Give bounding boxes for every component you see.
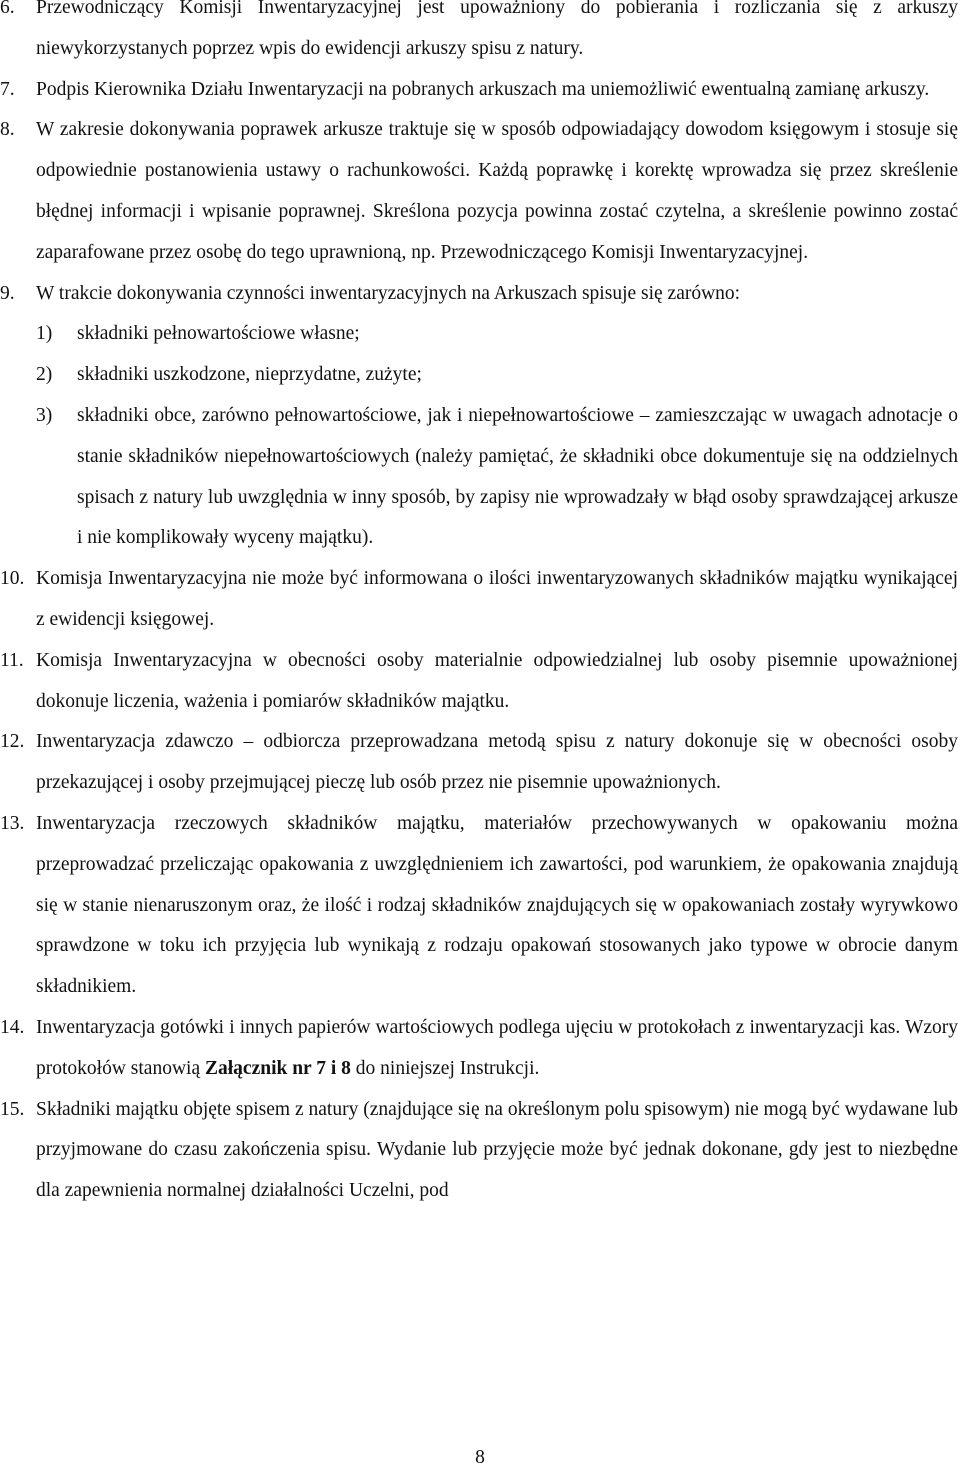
list-item-text: Komisja Inwentaryzacyjna nie może być informowana o ilości inwentaryzowanych składników majątku wynikającej z ewidencji księgowej. bbox=[36, 568, 958, 630]
list-item-text: Przewodniczący Komisji Inwentaryzacyjnej jest upoważniony do pobierania i rozliczania się z arkuszy niewykorzystanych poprzez wpis do ewidencji arkuszy spisu z natury. bbox=[36, 0, 958, 59]
list-item-12 bbox=[0, 722, 958, 804]
sublist-item-1 bbox=[0, 314, 958, 355]
list-item-number: 11. bbox=[0, 649, 24, 671]
list-item-number: 7. bbox=[0, 78, 15, 100]
list-item-text bbox=[36, 1008, 958, 1090]
list-item-number: 6. bbox=[0, 0, 15, 18]
list-item-text: Komisja Inwentaryzacyjna w obecności osoby materialnie odpowiedzialnej lub osoby pisemnie upoważnionej dokonuje liczenia, ważenia i pomiarów składników majątku. bbox=[36, 649, 958, 712]
list-item-number: 9. bbox=[0, 282, 15, 304]
list-item-14 bbox=[0, 1008, 958, 1090]
list-item-10 bbox=[0, 559, 958, 641]
list-item-number: 13. bbox=[0, 812, 25, 834]
sublist-item-number: 1) bbox=[36, 323, 53, 345]
sublist-item-3 bbox=[0, 396, 958, 559]
sublist-item-number: 3) bbox=[36, 404, 53, 426]
list-item-number: 12. bbox=[0, 731, 25, 753]
attachment-reference: Załącznik nr 7 i 8 bbox=[204, 1057, 351, 1079]
page-number: 8 bbox=[475, 1447, 485, 1468]
list-item-text-before: Inwentaryzacja gotówki i innych papierów wartościowych podlega ujęciu w protokołach z inwentaryzacji kas. Wzory protokołów stanowią bbox=[36, 1016, 958, 1079]
list-item-text: Składniki majątku objęte spisem z natury (znajdujące się na określonym polu spisowym) nie mogą być wydawane lub przyjmowane do czasu zakończenia spisu. Wydanie lub przyjęcie może być jednak dokonane, gdy jest to niezbędne dla zapewnienia normalnej działalności Uczelni, pod bbox=[36, 1098, 958, 1202]
list-item-number: 8. bbox=[0, 119, 15, 141]
sublist-item-number: 2) bbox=[36, 364, 53, 386]
sublist-item-2 bbox=[0, 355, 958, 396]
list-item-13 bbox=[0, 804, 958, 1008]
list-item-text: Inwentaryzacja zdawczo – odbiorcza przeprowadzana metodą spisu z natury dokonuje się w obecności osoby przekazującej i osoby przejmującej pieczę lub osób przez nie pisemnie upoważnionych. bbox=[36, 731, 958, 794]
sublist-item-text: składniki pełnowartościowe własne; bbox=[77, 323, 360, 345]
list-item-text: Inwentaryzacja rzeczowych składników majątku, materiałów przechowywanych w opakowaniu można przeprowadzać przeliczając opakowania z uwzględnieniem ich zawartości, pod warunkiem, że opakowania znajdują się w stanie nienaruszonym oraz, że ilość i rodzaj składników znajdujących się w opakowaniach zostały wyrywkowo sprawdzone w toku ich przyjęcia lub wynikają z rodzaju opakowań stosowanych jako typowe w obrocie danym składnikiem. bbox=[36, 812, 958, 998]
list-item-number: 14. bbox=[0, 1016, 25, 1038]
list-item-9 bbox=[0, 274, 958, 315]
list-item-text: W trakcie dokonywania czynności inwentaryzacyjnych na Arkuszach spisuje się zarówno: bbox=[36, 282, 741, 304]
list-item-text: W zakresie dokonywania poprawek arkusze traktuje się w sposób odpowiadający dowodom księgowym i stosuje się odpowiednie postanowienia ustawy o rachunkowości. Każdą poprawkę i korektę wprowadza się przez skreślenie błędnej informacji i wpisanie poprawnej. Skreślona pozycja powinna zostać czytelna, a skreślenie powinno zostać zaparafowane przez osobę do tego uprawnioną, np. Przewodniczącego Komisji Inwentaryzacyjnej. bbox=[36, 119, 958, 263]
list-item-number: 15. bbox=[0, 1098, 25, 1120]
list-item-8 bbox=[0, 110, 958, 273]
list-item-15 bbox=[0, 1090, 958, 1212]
list-item-text: Podpis Kierownika Działu Inwentaryzacji na pobranych arkuszach ma uniemożliwić ewentualną zamianę arkuszy. bbox=[36, 78, 930, 100]
list-item-text-after: do niniejszej Instrukcji. bbox=[350, 1057, 540, 1079]
list-item-11 bbox=[0, 641, 958, 723]
list-item-6 bbox=[0, 0, 958, 70]
sublist-item-text: składniki uszkodzone, nieprzydatne, zużyte; bbox=[77, 364, 422, 386]
list-item-7 bbox=[0, 70, 958, 111]
sublist-item-text: składniki obce, zarówno pełnowartościowe, jak i niepełnowartościowe – zamieszczając w uwagach adnotacje o stanie składników niepełnowartościowych (należy pamiętać, że składniki obce dokumentuje się na oddzielnych spisach z natury lub uwzględnia w inny sposób, by zapisy nie wprowadzały w błąd osoby sprawdzającej arkusze i nie komplikowały wyceny majątku). bbox=[77, 404, 958, 549]
list-item-number: 10. bbox=[0, 568, 25, 590]
